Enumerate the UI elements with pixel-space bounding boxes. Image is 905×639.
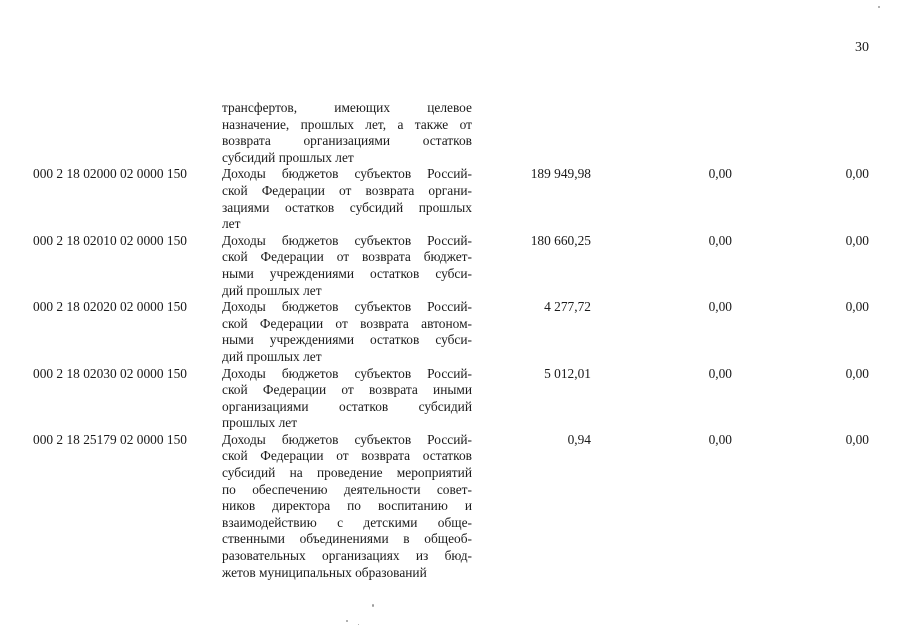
continuation-row — [0, 100, 905, 166]
scan-speck — [346, 620, 348, 622]
amount-value-1: 0,94 — [567, 431, 591, 447]
description-line: Доходы бюджетов субъектов Россий- — [222, 365, 472, 381]
description-line: ской Федерации от возврата бюджет- — [222, 249, 472, 265]
amount-value-3: 0,00 — [845, 232, 869, 248]
table-row — [0, 432, 905, 581]
description-line: организациями остатков субсидий — [222, 398, 472, 414]
description-line: назначение, прошлых лет, а также от — [222, 116, 472, 132]
description-line: дий прошлых лет — [222, 282, 322, 298]
amount-value-2: 0,00 — [708, 365, 732, 381]
description-line: лет — [222, 216, 241, 232]
row-description — [222, 166, 472, 232]
row-description — [222, 432, 472, 581]
description-line: по обеспечению деятельности совет- — [222, 481, 472, 497]
description-line: возврата организациями остатков — [222, 133, 472, 149]
amount-value-1: 180 660,25 — [530, 232, 591, 248]
description-line: разовательных организациях из бюд- — [222, 548, 472, 564]
amount-value-1: 5 012,01 — [544, 365, 591, 381]
description-line: Доходы бюджетов субъектов Россий- — [222, 299, 472, 315]
row-description — [222, 233, 472, 299]
description-line: дий прошлых лет — [222, 348, 322, 364]
description-line: прошлых лет — [222, 415, 298, 431]
amount-value-2: 0,00 — [708, 166, 732, 182]
row-description — [222, 299, 472, 365]
description-line: жетов муниципальных образований — [222, 564, 427, 580]
description-line: зациями остатков субсидий прошлых — [222, 199, 472, 215]
description-line: ными учреждениями остатков субси- — [222, 332, 472, 348]
amount-value-2: 0,00 — [708, 299, 732, 315]
budget-code: 000 2 18 02010 02 0000 150 — [33, 232, 187, 248]
table-row — [0, 166, 905, 232]
description-line: ников директора по воспитанию и — [222, 498, 472, 514]
budget-code: 000 2 18 02000 02 0000 150 — [33, 166, 187, 182]
amount-value-3: 0,00 — [845, 299, 869, 315]
amount-value-1: 4 277,72 — [544, 299, 591, 315]
description-line: трансфертов, имеющих целевое — [222, 100, 472, 115]
description-line: ными учреждениями остатков субси- — [222, 265, 472, 281]
table-row — [0, 233, 905, 299]
amount-value-3: 0,00 — [845, 431, 869, 447]
description-line: ской Федерации от возврата иными — [222, 382, 472, 398]
budget-code: 000 2 18 02020 02 0000 150 — [33, 299, 187, 315]
description-line: Доходы бюджетов субъектов Россий- — [222, 166, 472, 182]
description-line: взаимодействию с детскими обще- — [222, 514, 472, 530]
page-number: 30 — [855, 40, 869, 55]
description-line: ской Федерации от возврата органи- — [222, 182, 472, 198]
continuation-description — [222, 100, 472, 166]
table-row — [0, 366, 905, 432]
description-line: ской Федерации от возврата автоном- — [222, 315, 472, 331]
description-line: ской Федерации от возврата остатков — [222, 448, 472, 464]
table-row — [0, 299, 905, 365]
scan-speck — [358, 624, 359, 625]
budget-code: 000 2 18 02030 02 0000 150 — [33, 365, 187, 381]
description-line: субсидий на проведение мероприятий — [222, 465, 472, 481]
row-description — [222, 366, 472, 432]
budget-revenue-table — [0, 100, 905, 581]
amount-value-2: 0,00 — [708, 431, 732, 447]
amount-value-3: 0,00 — [845, 166, 869, 182]
amount-value-3: 0,00 — [845, 365, 869, 381]
scan-speck — [878, 6, 880, 8]
amount-value-2: 0,00 — [708, 232, 732, 248]
description-line: субсидий прошлых лет — [222, 149, 354, 165]
scan-speck — [372, 604, 374, 607]
amount-value-1: 189 949,98 — [530, 166, 591, 182]
description-line: Доходы бюджетов субъектов Россий- — [222, 232, 472, 248]
description-line: ственными объединениями в общеоб- — [222, 531, 472, 547]
budget-code: 000 2 18 25179 02 0000 150 — [33, 431, 187, 447]
description-line: Доходы бюджетов субъектов Россий- — [222, 431, 472, 447]
